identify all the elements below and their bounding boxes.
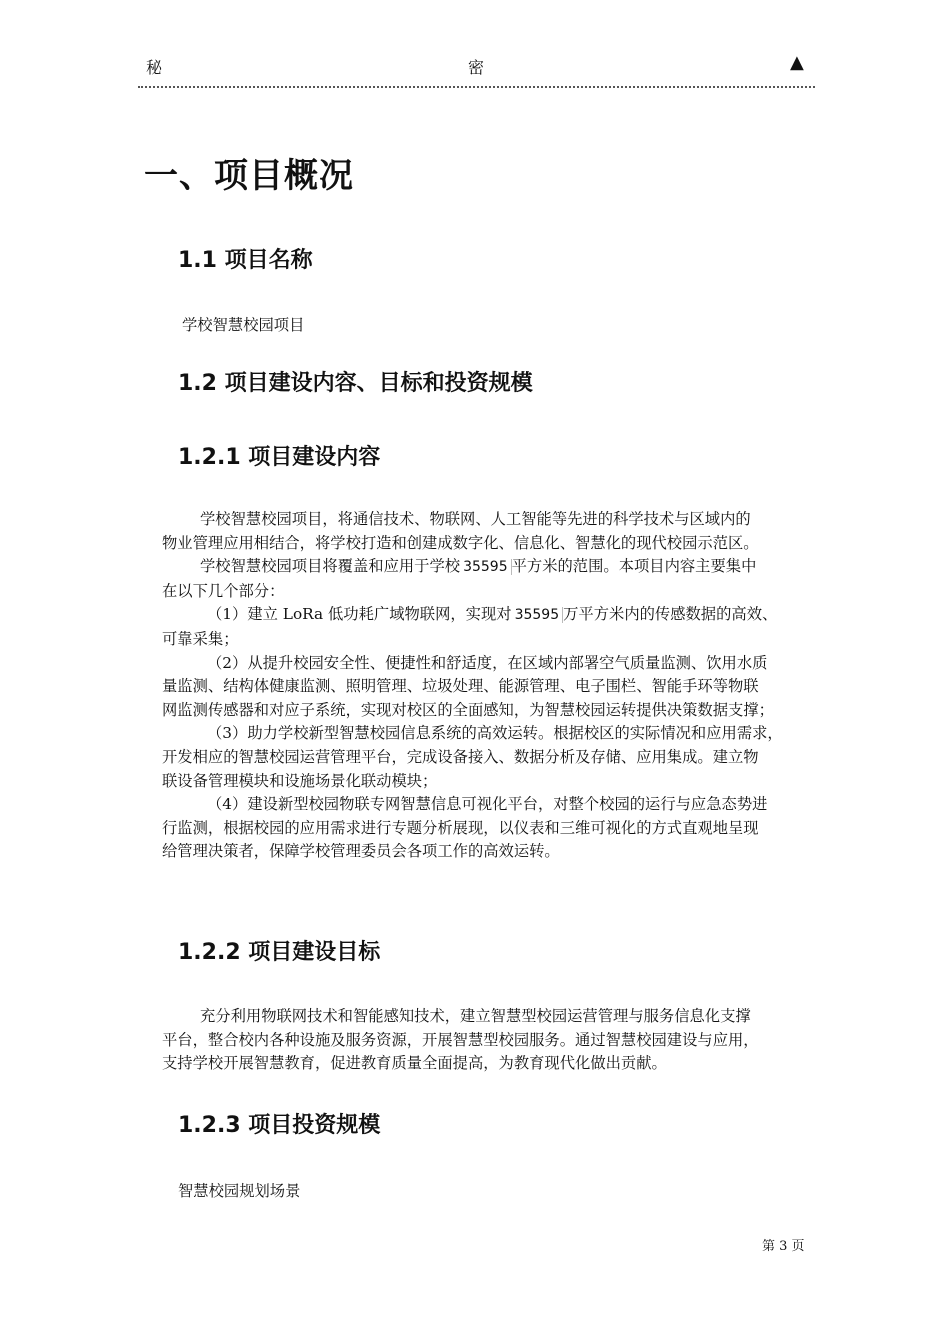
list-item-line: （4）建设新型校园物联专网智慧信息可视化平台，对整个校园的运行与应急态势进 [207, 795, 768, 814]
chapter-heading: 一、项目概况 [144, 156, 354, 196]
page-number: 第 3 页 [762, 1239, 805, 1254]
header-triangle-icon: ▲ [790, 52, 804, 73]
paragraph-line: 支持学校开展智慧教育，促进教育质量全面提高，为教育现代化做出贡献。 [162, 1054, 667, 1073]
text-run: 平方米的范围。本项目内容主要集中 [511, 557, 757, 576]
section-1-2-title: 1.2 项目建设内容、目标和投资规模 [178, 371, 533, 396]
section-1-2-2-title: 1.2.2 项目建设目标 [178, 940, 381, 965]
investment-scale-text: 智慧校园规划场景 [178, 1182, 301, 1200]
text-run: （1）建立 LoRa 低功耗广域物联网，实现对 [207, 605, 512, 624]
construction-content-body [162, 508, 810, 864]
section-1-1-title: 1.1 项目名称 [178, 248, 313, 273]
list-item-line: 量监测、结构体健康监测、照明管理、垃圾处理、能源管理、电子围栏、智能手环等物联 [162, 677, 759, 696]
list-item-line: （3）助力学校新型智慧校园信息系统的高效运转。根据校区的实际情况和应用需求， [207, 724, 783, 743]
paragraph-line: 物业管理应用相结合，将学校打造和创建成数字化、信息化、智慧化的现代校园示范区。 [162, 533, 759, 552]
text-run: 学校智慧校园项目将覆盖和应用于学校 [200, 557, 461, 576]
area-number: 35595 [512, 607, 564, 623]
area-number: 35595 [460, 559, 512, 575]
paragraph-line: 在以下几个部分： [162, 581, 285, 600]
list-item-line: 可靠采集； [162, 629, 239, 648]
paragraph-line: 学校智慧校园项目，将通信技术、物联网、人工智能等先进的科学技术与区域内的 [200, 510, 751, 528]
list-item-line: 联设备管理模块和设施场景化联动模块； [162, 771, 438, 790]
section-1-2-3-title: 1.2.3 项目投资规模 [178, 1113, 381, 1138]
list-item-line [162, 603, 810, 628]
header-divider [138, 86, 815, 88]
paragraph-line: 充分利用物联网技术和智能感知技术，建立智慧型校园运营管理与服务信息化支撑 [200, 1007, 751, 1025]
list-item-line: 网监测传感器和对应子系统，实现对校区的全面感知，为智慧校园运转提供决策数据支撑； [162, 700, 774, 719]
project-name-text: 学校智慧校园项目 [182, 316, 305, 334]
section-1-2-1-title: 1.2.1 项目建设内容 [178, 445, 381, 470]
list-item-line: 给管理决策者，保障学校管理委员会各项工作的高效运转。 [162, 842, 560, 861]
list-item-line: （2）从提升校园安全性、便捷性和舒适度，在区域内部署空气质量监测、饮用水质 [207, 653, 768, 672]
paragraph-line: 平台，整合校内各种设施及服务资源，开展智慧型校园服务。通过智慧校园建设与应用， [162, 1030, 759, 1049]
header-center-char: 密 [468, 58, 485, 77]
text-run: 万平方米内的传感数据的高效、 [563, 605, 778, 624]
list-item-line: 开发相应的智慧校园运营管理平台，完成设备接入、数据分析及存储、应用集成。建立物 [162, 747, 759, 766]
list-item-line: 行监测，根据校园的应用需求进行专题分析展现，以仪表和三维可视化的方式直观地呈现 [162, 818, 759, 837]
paragraph-line [162, 555, 810, 580]
header-left-char: 秘 [146, 58, 163, 77]
construction-goal-body [162, 1005, 810, 1076]
